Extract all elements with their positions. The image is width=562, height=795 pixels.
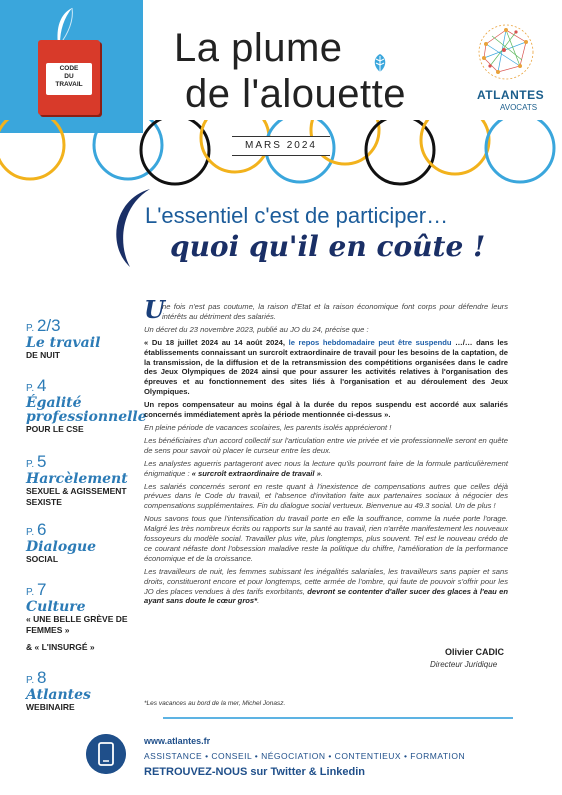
sidebar-item-title: Le travail (26, 335, 101, 351)
page-prefix: P. (26, 675, 35, 686)
page-prefix: P. (26, 527, 35, 538)
article-intro: ne fois n'est pas coutume, la raison d'Etat et la raison économique font corps pour défendre leurs intérêts au détriment des salariés. (162, 302, 508, 321)
signature-role: Directeur Juridique (430, 660, 498, 669)
sidebar-item-sub: POUR LE CSE (26, 424, 84, 434)
page-number: 5 (36, 452, 47, 471)
newsletter-title-line1: La plume (174, 26, 343, 70)
sidebar-item-title: Harcèlement (26, 471, 128, 487)
quote-part: « Du 18 juillet 2024 au 14 août 2024, (144, 337, 289, 347)
page-prefix: P. (26, 459, 35, 470)
article-body (144, 302, 508, 609)
sidebar-item-culture[interactable] (26, 580, 146, 653)
quote-part: …/… dans les établissements connaissant un surcroît extraordinaire de travail pour les besoins de la captation, de la transmission, de la diffusion et de la retransmission des compétitions organisées dans le cadre des Jeux Olympiques de 2024 ainsi que pour assurer les activités relatives à l'organisation des épreuves et au fonctionnement des sites liés à l'organisation et au déroulement des Jeux Olympiques. (144, 337, 508, 397)
social-link[interactable]: RETROUVEZ-NOUS sur Twitter & Linkedin (144, 766, 366, 778)
quote-highlight: le repos hebdomadaire peut être suspendu (288, 337, 452, 347)
article-paragraph: Les salariés concernés seront en reste quant à l'inexistence de compensations autres que celles déjà prévues dans le Code du travail, et l'absence d'invitation faite aux partenaires sociaux à négocier des compensations supplémentaires. Fin du dialogue social vertueux. Bienvenue au 49.3 social. Un de plus ! (144, 481, 508, 511)
code-du-travail-book-icon (38, 40, 100, 115)
sidebar-item-sub: « UNE BELLE GRÈVE DE FEMMES » (26, 614, 128, 635)
sidebar-item-sub2: & « L'INSURGÉ » (26, 642, 95, 652)
newsletter-title-line2: de l'alouette (185, 72, 406, 116)
text-part: Les travailleurs de nuit, les femmes subissant les inégalités salariales, les travailleurs sans papier et sans droits, constitueront encore et pour longtemps, cette armée de l'ombre, qui faute de pouvoir s'offrir pour les JO des places vendues à des tarifs exorbitants, (144, 566, 508, 596)
book-label-line2: DU (64, 73, 74, 80)
signature-name: Olivier CADIC (445, 647, 505, 657)
sidebar-item-dialogue[interactable] (26, 520, 146, 565)
headline-line1: L'essentiel c'est de participer… (145, 203, 449, 228)
divider (163, 717, 513, 719)
sidebar-item-title: Culture (26, 599, 86, 615)
sidebar-item-title: Atlantes (26, 687, 91, 703)
sidebar-item-sub: SOCIAL (26, 554, 59, 564)
article-paragraph: Les bénéficiaires d'un accord collectif sur l'articulation entre vie privée et vie professionnelle seront en quête de sens pour savoir où placer le curseur entre les deux. (144, 435, 508, 455)
sidebar-item-sub: WEBINAIRE (26, 702, 75, 712)
book-label-line1: CODE (59, 65, 79, 72)
leaf-icon (369, 52, 391, 74)
company-name: ATLANTES (477, 88, 545, 102)
article-paragraph: Un décret du 23 novembre 2023, publié au JO du 24, précise que : (144, 324, 369, 334)
atlantes-globe-logo-icon (476, 22, 536, 82)
text-emphasis: « surcroît extraordinaire de travail » (191, 468, 321, 478)
article-paragraph: En pleine période de vacances scolaires, les parents isolés apprécieront ! (144, 422, 392, 432)
page-prefix: P. (26, 587, 35, 598)
drop-cap: U (144, 295, 165, 324)
olympic-rings-decoration (0, 120, 562, 200)
text-part: . (320, 468, 323, 478)
page-number: 8 (36, 668, 47, 687)
footnote: *Les vacances au bord de la mer, Michel Jonasz. (144, 700, 286, 707)
article-quote-end: Un repos compensateur au moins égal à la durée du repos suspendu est accordé aux salariés concernés immédiatement après la période mentionnée ci-dessus ». (144, 400, 508, 420)
sidebar-item-webinaire[interactable] (26, 668, 146, 713)
sidebar-item-harcelement[interactable] (26, 452, 146, 508)
page-number: 4 (36, 376, 47, 395)
website-link[interactable]: www.atlantes.fr (144, 736, 211, 746)
sidebar-item-egalite[interactable] (26, 376, 146, 435)
article-paragraph: Nous savons tous que l'intensification du travail porte en elle la souffrance, comme la nuée porte l'orage. Malgré les très nombreux écrits ou rapports sur la santé au travail, rien n'arrête manifestement les nouveaux fossoyeurs du modèle social. Travailler plus vite, plus longtemps, plus souvent. Tel est le nouveau crédo de ce courant néfaste dont l'obsession maladive reste la politique du chiffre, l'amélioration de la performance économique et de la croissance. (144, 514, 509, 563)
sidebar-item-title: Dialogue (26, 539, 97, 555)
page-number: 6 (36, 520, 47, 539)
article-paragraph (144, 567, 508, 607)
phone-icon (86, 734, 126, 774)
issue-date: MARS 2024 (232, 136, 330, 156)
page-prefix: P. (26, 383, 35, 394)
sidebar-item-travail-de-nuit[interactable] (26, 316, 146, 361)
page-prefix: P. (26, 323, 35, 334)
company-subtitle: AVOCATS (500, 103, 538, 112)
text-part: Les analystes aguerris partageront avec nous la lecture qu'ils pourront faire de la formule particulièrement énigmatique : (144, 458, 508, 478)
book-label-line3: TRAVAIL (55, 81, 83, 88)
sidebar-item-sub: SEXUEL & AGISSEMENT SEXISTE (26, 486, 127, 507)
sidebar-item-sub: DE NUIT (26, 350, 60, 360)
article-quote (144, 338, 508, 397)
page-number: 7 (36, 580, 47, 599)
article-paragraph (144, 459, 508, 479)
text-emphasis: devront se contenter d'aller sucer des glaces à l'eau en ayant sans doute le cœur gros* (144, 586, 508, 606)
text-part: . (257, 596, 260, 606)
services-list: ASSISTANCE • CONSEIL • NÉGOCIATION • CONTENTIEUX • FORMATION (144, 751, 466, 761)
sidebar-item-title: Égalité professionnelle (26, 395, 147, 425)
page-number: 2/3 (36, 316, 61, 335)
headline-line2: quoi qu'il en coûte ! (170, 230, 486, 263)
